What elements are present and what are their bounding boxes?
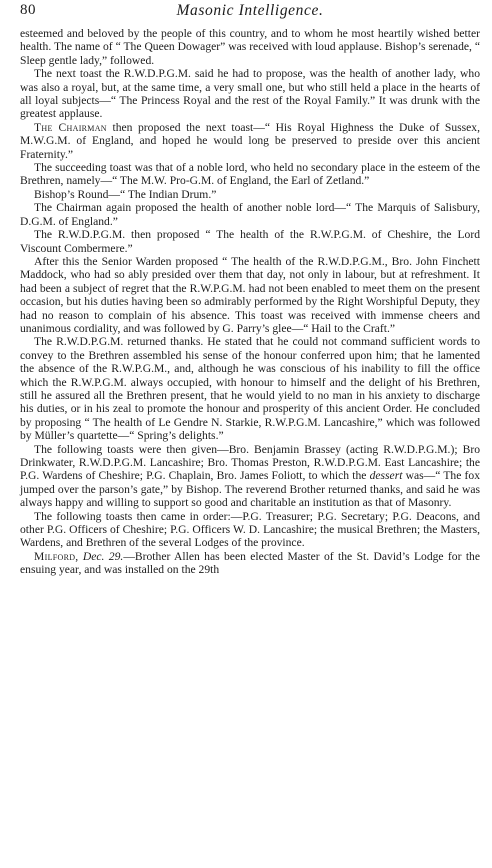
paragraph-text: The following toasts were then given—Bro. Benjamin Brassey (acting R.W.D.P.G.M.); Bro Drinkwater, R.W.D.P.G.M. Lancashire; Bro. Thomas Preston, R.W.D.P.G.M. East Lancashire; the P.G. Wardens of Cheshire; P.G. Chaplain, Bro. James Foliott, to which the xyxy=(20,442,480,483)
paragraph: The following toasts then came in order:—P.G. Treasurer; P.G. Secretary; P.G. Deacons, and other P.G. Officers of Cheshire; P.G. Officers W. D. Lancashire; the musical Brethren; the Masters, Wardens, and Brethren of the several Lodges of the province. xyxy=(20,509,480,550)
paragraph-text: was—“ The fox jumped over the parson’s gate,” by Bishop. The reverend Brother returned thanks, and said he was always happy and willing to support so good and charitable an institution as that of Masonry. xyxy=(20,469,480,510)
paragraph: The succeeding toast was that of a noble lord, who held no secondary place in the esteem of the Brethren, namely—“ The M.W. Pro-G.M. of England, the Earl of Zetland.” xyxy=(20,161,480,188)
date-italic: Dec. 29. xyxy=(82,549,124,563)
paragraph-text: then proposed the next toast—“ His Royal Highness the Duke of Sussex, M.W.G.M. of England, and hoped he would long be preserved to preside over this ancient Fraternity.” xyxy=(20,120,481,161)
chairman-smallcaps: The Chairman xyxy=(34,120,107,134)
paragraph: Bishop’s Round—“ The Indian Drum.” xyxy=(34,187,217,201)
dessert-italic: dessert xyxy=(369,469,403,483)
running-title: Masonic Intelligence. xyxy=(176,2,324,19)
page-header xyxy=(20,4,480,26)
paragraph: The next toast the R.W.D.P.G.M. said he had to propose, was the health of another lady, who was also a royal, but, at the same time, a very small one, but who still held a place in the hearts of all loyal subjects—“ The Princess Royal and the rest of the Royal Family.” It was drunk with the greatest applause. xyxy=(20,67,480,121)
paragraph: The R.W.D.P.G.M. then proposed “ The health of the R.W.P.G.M. of Cheshire, the Lord Viscount Combermere.” xyxy=(20,228,480,255)
paragraph: The R.W.D.P.G.M. returned thanks. He stated that he could not command sufficient words to convey to the Brethren assembled his sense of the honour conferred upon him; that he lamented the absence of the R.W.P.G.M., and, although he was conscious of his inability to fill the office which the R.W.P.G.M. always occupied, with honour to himself and the delight of his Brethren, still he assured all the Brethren present, that he would yield to no man in his anxiety to discharge his duties, or in his zeal to promote the honour and prosperity of this ancient Order. He concluded by proposing “ The health of Le Gendre N. Starkie, R.W.P.G.M. Lancashire,” which was followed by Müller’s quartette—“ Spring’s delights.” xyxy=(20,335,480,443)
paragraph: esteemed and beloved by the people of this country, and to whom he most heartily wished better health. The name of “ The Queen Dowager” was received with loud applause. Bishop’s serenade, “ Sleep gentle lady,” followed. xyxy=(20,27,480,67)
page-number: 80 xyxy=(20,2,36,18)
paragraph-text: —Brother Allen has been elected Master of the St. David’s Lodge for the ensuing year, and was installed on the 29th xyxy=(20,549,480,577)
paragraph: After this the Senior Warden proposed “ The health of the R.W.D.P.G.M., Bro. John Finchett Maddock, who had so ably presided over them that day, not only in labour, but at refreshment. It had been a subject of regret that the R.W.P.G.M. had not been enabled to meet them on the present occasion, but his duties having been so admirably performed by the Right Worshipful Deputy, they had no reason to complain of his absence. This toast was received with immense cheers and unanimous cordiality, and was followed by G. Parry’s glee—“ Hail to the Craft.” xyxy=(20,254,480,335)
paragraph xyxy=(20,550,480,577)
paragraph xyxy=(20,443,480,510)
article-body xyxy=(20,27,480,577)
paragraph xyxy=(20,121,480,161)
milford-smallcaps: Milford, xyxy=(34,549,79,563)
paragraph: The Chairman again proposed the health of another noble lord—“ The Marquis of Salisbury, D.G.M. of England.” xyxy=(20,201,480,228)
